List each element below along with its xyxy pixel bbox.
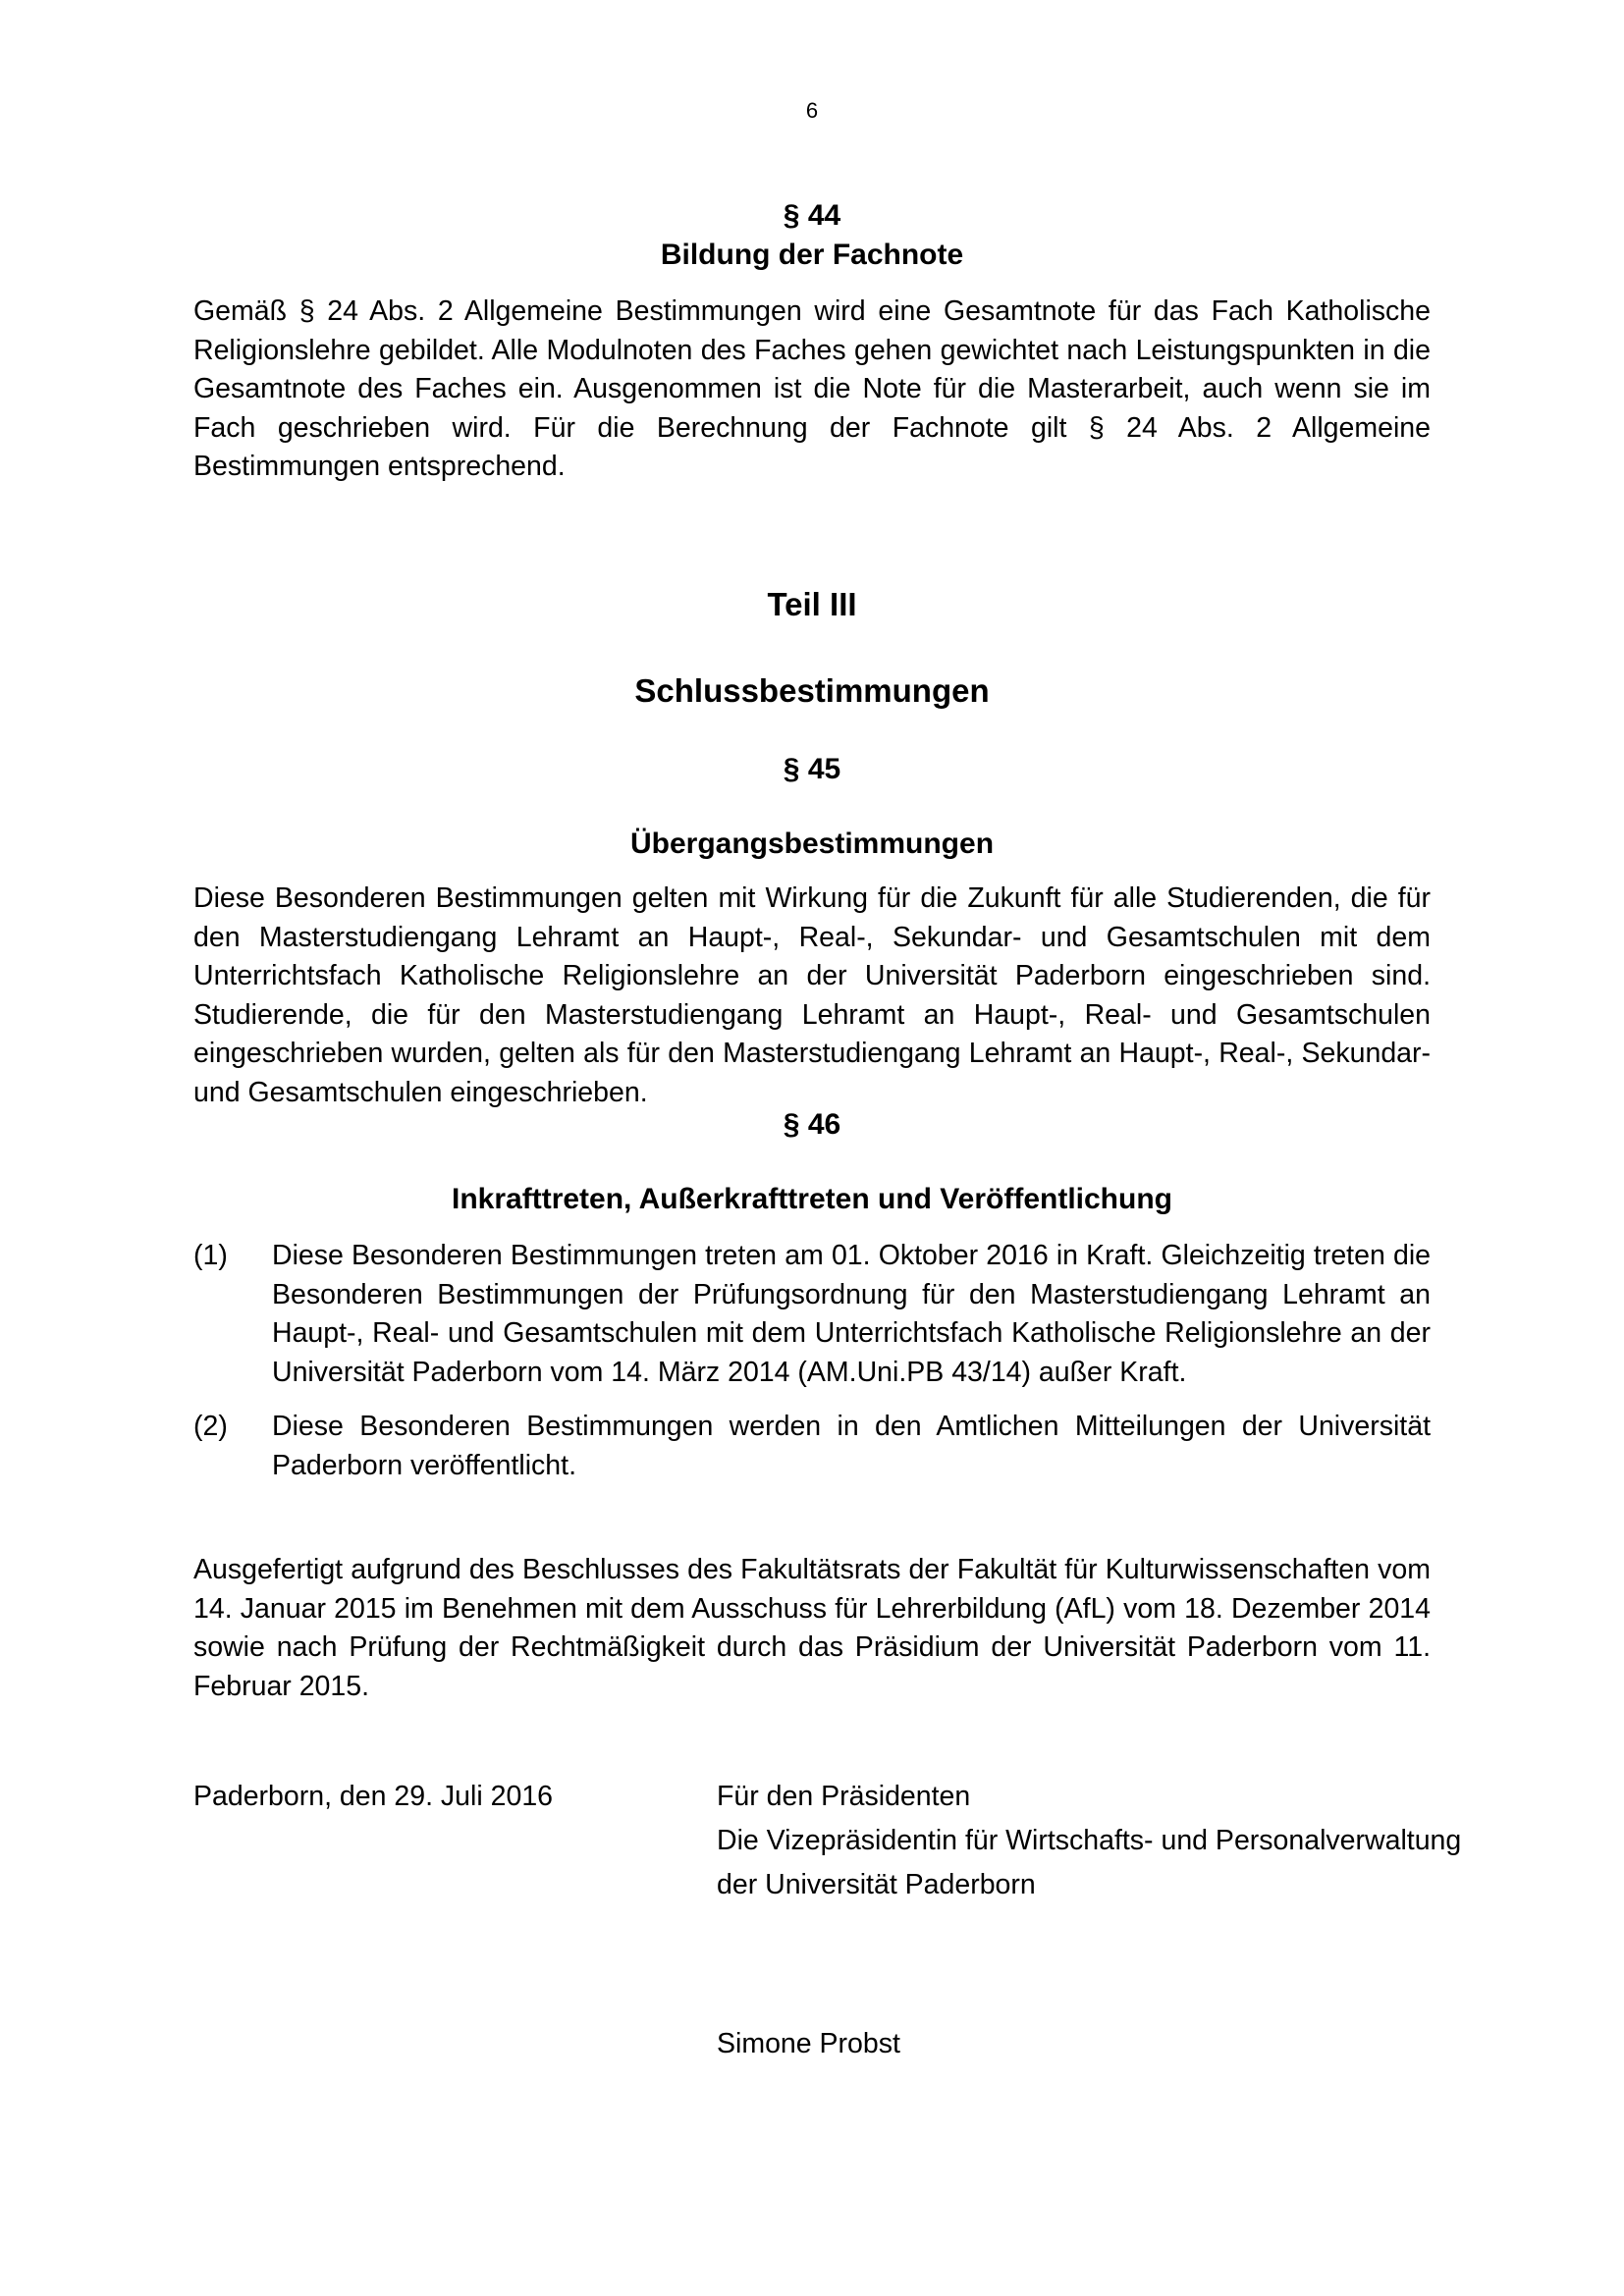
- signatory-name: Simone Probst: [717, 2028, 900, 2059]
- signature-line-3: der Universität Paderborn: [717, 1869, 1036, 1900]
- closing-paragraph: Ausgefertigt aufgrund des Beschlusses des Fakultätsrats der Fakultät für Kulturwissenschaften vom 14. Januar 2015 im Benehmen mit dem Ausschuss für Lehrerbildung (AfL) vom 18. Dezember 2014 sowie nach Prüfung der Rechtmäßigkeit durch das Präsidium der Universität Paderborn vom 11. Februar 2015.: [193, 1554, 1431, 1702]
- part-subtitle: Schlussbestimmungen: [634, 672, 990, 709]
- section-44-body: Gemäß § 24 Abs. 2 Allgemeine Bestimmungen wird eine Gesamtnote für das Fach Katholische Religionslehre gebildet. Alle Modulnoten des Faches gehen gewichtet nach Leistungspunkten in die Gesamtnote des Faches ein. Ausgenommen ist die Note für die Masterarbeit, auch wenn sie im Fach geschrieben wird. Für die Berechnung der Fachnote gilt § 24 Abs. 2 Allgemeine Bestimmungen entsprechend.: [193, 295, 1431, 482]
- signature-block: [717, 1775, 1462, 1907]
- section-44-title: Bildung der Fachnote: [660, 239, 964, 271]
- list-item-text: Diese Besonderen Bestimmungen treten am 01. Oktober 2016 in Kraft. Gleichzeitig treten die Besonderen Bestimmungen der Prüfungsordnung für den Masterstudiengang Lehramt an Haupt-, Real- und Gesamtschulen mit dem Unterrichtsfach Katholische Religionslehre an der Universität Paderborn vom 14. März 2014 (AM.Uni.PB 43/14) außer Kraft.: [272, 1240, 1431, 1388]
- page-number: 6: [805, 98, 819, 123]
- signature-line-1: Für den Präsidenten: [717, 1781, 971, 1812]
- section-45-body: Diese Besonderen Bestimmungen gelten mit Wirkung für die Zukunft für alle Studierenden, die für den Masterstudiengang Lehramt an Haupt-, Real-, Sekundar- und Gesamtschulen mit dem Unterrichtsfach Katholische Religionslehre an der Universität Paderborn eingeschrieben sind. Studierende, die für den Masterstudiengang Lehramt an Haupt-, Real- und Gesamtschulen eingeschrieben wurden, gelten als für den Masterstudiengang Lehramt an Haupt-, Real-, Sekundar- und Gesamtschulen eingeschrieben.: [193, 882, 1431, 1108]
- list-item-text: Diese Besonderen Bestimmungen werden in den Amtlichen Mitteilungen der Universität Paderborn veröffentlicht.: [272, 1411, 1431, 1481]
- place-date: Paderborn, den 29. Juli 2016: [193, 1781, 554, 1812]
- signature-line-2: Die Vizepräsidentin für Wirtschafts- und Personalverwaltung: [717, 1825, 1462, 1856]
- section-45-title: Übergangsbestimmungen: [629, 828, 995, 860]
- section-44-number: § 44: [783, 199, 841, 232]
- part-title: Teil III: [767, 586, 857, 622]
- section-46-number: § 46: [783, 1108, 841, 1141]
- section-45-number: § 45: [783, 753, 841, 785]
- list-item-number: (1): [193, 1240, 228, 1271]
- section-46-title: Inkrafttreten, Außerkrafttreten und Veröffentlichung: [452, 1183, 1172, 1215]
- list-item-number: (2): [193, 1411, 228, 1442]
